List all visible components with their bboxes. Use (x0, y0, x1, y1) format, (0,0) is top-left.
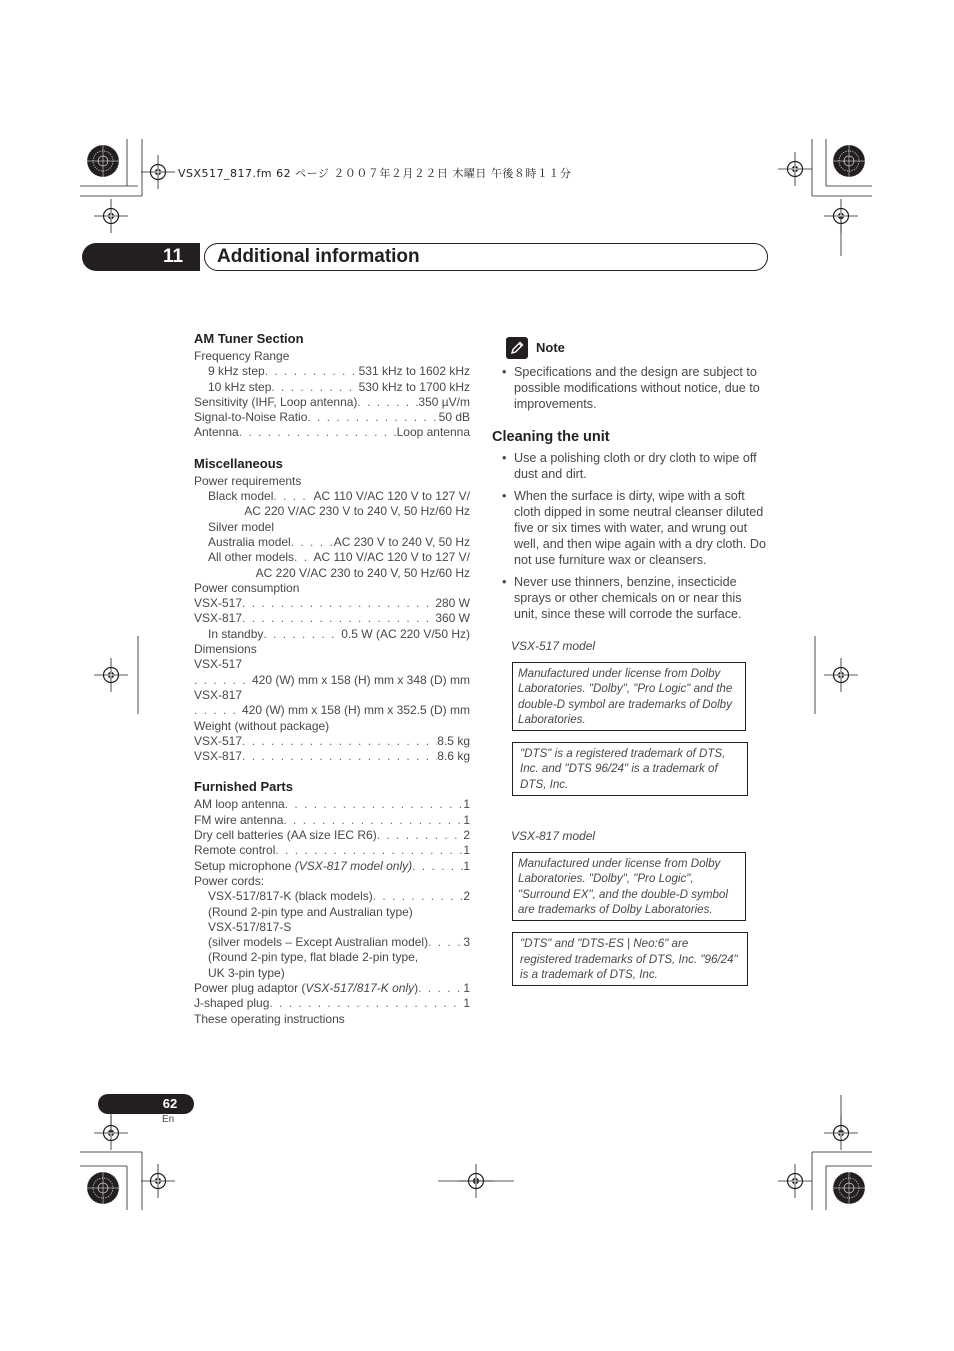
spec-label: Black model (208, 489, 274, 504)
spec-label: Antenna (194, 425, 239, 440)
spec-value: 531 kHz to 1602 kHz (358, 364, 470, 379)
spec-label: Dimensions (194, 642, 257, 657)
part-name: VSX-517/817-S (208, 919, 292, 934)
spec-value: 8.5 kg (437, 733, 470, 748)
cleaning-text: Use a polishing cloth or dry cloth to wipe off dust and dirt. (514, 451, 757, 481)
part-name-text: Setup microphone (194, 858, 295, 873)
spec-row (194, 380, 470, 395)
model-label: VSX-817 model (511, 829, 596, 844)
spec-label: VSX-817 (194, 749, 243, 764)
dts-trademark-box: "DTS" and "DTS-ES | Neo:6" are registered trademarks of DTS, Inc. "96/24" is a trademark of DTS, Inc. (512, 932, 748, 986)
spec-label: VSX-517 (194, 657, 243, 672)
part-model-note: (VSX-817 model only) (294, 858, 413, 873)
spec-row (194, 611, 470, 626)
chapter-number: 11 (162, 246, 184, 267)
part-name: AM loop antenna (194, 797, 285, 812)
spec-label: Silver model (208, 519, 275, 534)
registration-target-icon (141, 155, 175, 189)
spec-label: Signal-to-Noise Ratio (194, 410, 308, 425)
registration-target-icon (94, 199, 128, 233)
spec-row (194, 425, 470, 440)
spec-row (194, 550, 470, 565)
registration-target-icon (94, 658, 128, 692)
spec-row (194, 395, 470, 410)
part-name: These operating instructions (194, 1011, 345, 1026)
registration-target-icon (824, 658, 858, 692)
part-name: Power cords: (194, 873, 265, 888)
spec-row (194, 749, 470, 764)
spec-row (194, 673, 470, 688)
part-name: FM wire antenna (194, 812, 284, 827)
registration-target-icon (778, 152, 812, 186)
starburst-mark-icon (833, 1172, 865, 1204)
spec-label: In standby (208, 626, 264, 641)
spec-value: 530 kHz to 1700 kHz (358, 379, 470, 394)
spec-row (194, 489, 470, 504)
part-name: Remote control (194, 843, 276, 858)
spec-value: 280 W (435, 596, 470, 611)
parts-row (194, 981, 470, 996)
starburst-mark-icon (833, 145, 865, 177)
spec-value: 420 (W) mm x 158 (H) mm x 348 (D) mm (251, 672, 470, 687)
parts-row (194, 828, 470, 843)
spec-label: VSX-817 (194, 611, 243, 626)
model-label: VSX-517 model (511, 639, 596, 653)
cleaning-bullet: • When the surface is dirty, wipe with a soft cloth dipped in some neutral cleanser diluted five or six times with water, and wrung out well, and then wipe again with a dry cloth. Do not use furniture wax or cleansers. (502, 489, 767, 567)
part-note: (Round 2-pin type and Australian type) (208, 904, 413, 919)
part-quantity: 1 (463, 797, 470, 812)
part-name: Dry cell batteries (AA size IEC R6) (194, 828, 377, 843)
starburst-mark-icon (87, 1172, 119, 1204)
parts-row (194, 889, 470, 904)
spec-value: 8.6 kg (437, 749, 470, 764)
spec-value: 0.5 W (AC 220 V/50 Hz) (341, 626, 470, 641)
spec-row (194, 703, 470, 718)
spec-label: Power consumption (194, 580, 300, 595)
am-tuner-heading: AM Tuner Section (194, 331, 304, 346)
starburst-mark-icon (87, 145, 119, 177)
spec-label: VSX-517 (194, 733, 243, 748)
part-quantity: 2 (463, 889, 470, 904)
spec-label: 10 kHz step (208, 379, 272, 394)
spec-label: Frequency Range (194, 349, 290, 363)
specifications-column (194, 330, 470, 1027)
cleaning-text: Never use thinners, benzine, insecticide sprays or other chemicals on or near this unit, since these will corrode the surface. (514, 575, 742, 621)
part-name (194, 859, 412, 874)
registration-target-icon (778, 1164, 812, 1198)
spec-value: 50 dB (438, 410, 470, 425)
spec-label: VSX-517 (194, 596, 243, 611)
furnished-parts-heading: Furnished Parts (194, 779, 293, 795)
part-name: VSX-517/817-K (black models) (208, 889, 373, 904)
chapter-title: Additional information (217, 246, 420, 267)
spec-label: All other models (208, 550, 295, 565)
spec-row (194, 535, 470, 550)
spec-label: Weight (without package) (194, 718, 330, 733)
part-name: J-shaped plug (194, 996, 270, 1011)
part-quantity: 2 (463, 828, 470, 843)
spec-value: 360 W (435, 611, 470, 626)
part-name (194, 981, 418, 996)
note-bullet: • Specifications and the design are subject to possible modifications without notice, due to improvements. (502, 364, 767, 412)
spec-row (194, 364, 470, 379)
parts-row (194, 797, 470, 812)
spec-label: 9 kHz step (208, 364, 265, 379)
print-file-header: VSX517_817.fm 62 ページ ２００７年２月２２日 木曜日 午後８時１１分 (178, 167, 572, 180)
parts-row (194, 859, 470, 874)
spec-label: Australia model (208, 534, 291, 549)
part-quantity: 1 (463, 812, 470, 827)
dolby-trademark-box: Manufactured under license from Dolby Laboratories. "Dolby", "Pro Logic", "Surround EX", and the double-D symbol are trademarks of Dolby Laboratories. (512, 852, 746, 921)
part-name-text: Power plug adaptor ( (194, 980, 306, 995)
parts-row (194, 935, 470, 950)
spec-value: Loop antenna (396, 425, 470, 440)
parts-row (194, 996, 470, 1011)
note-pencil-icon (506, 337, 528, 359)
part-name-text: ) (414, 980, 419, 995)
notes-column (492, 336, 767, 986)
part-quantity: 3 (463, 935, 470, 950)
spec-row (194, 410, 470, 425)
dts-trademark-box: "DTS" is a registered trademark of DTS, Inc. and "DTS 96/24" is a trademark of DTS, Inc. (512, 742, 748, 796)
spec-label: Power requirements (194, 473, 302, 488)
miscellaneous-heading: Miscellaneous (194, 455, 283, 471)
spec-value: 420 (W) mm x 158 (H) mm x 352.5 (D) mm (241, 703, 470, 718)
parts-row (194, 843, 470, 858)
page-number: 62 (162, 1096, 178, 1111)
spec-value: AC 220 V/AC 230 to 240 V, 50 Hz/60 Hz (255, 565, 470, 580)
dolby-trademark-box: Manufactured under license from Dolby Laboratories. "Dolby", "Pro Logic" and the double-D symbol are trademarks of Dolby Laboratories. (512, 662, 746, 731)
cleaning-text: When the surface is dirty, wipe with a soft cloth dipped in some neutral cleanser diluted five or six times with water, and wrung out well, and then wipe again with a dry cloth. Do not use furniture wax or cleansers. (514, 489, 767, 567)
spec-row (194, 734, 470, 749)
part-quantity: 1 (463, 980, 470, 995)
spec-value: AC 230 V to 240 V, 50 Hz (333, 534, 470, 549)
parts-row (194, 813, 470, 828)
part-quantity: 1 (463, 996, 470, 1011)
page-language: En (162, 1114, 175, 1125)
registration-target-icon (141, 1164, 175, 1198)
spec-label: VSX-817 (194, 687, 243, 702)
spec-value: 350 µV/m (418, 394, 470, 409)
spec-row (194, 596, 470, 611)
part-name: (silver models – Except Australian model) (208, 935, 429, 950)
cleaning-heading: Cleaning the unit (492, 429, 610, 445)
part-note: UK 3-pin type) (208, 965, 285, 980)
spec-value: AC 110 V/AC 120 V to 127 V/ (313, 550, 470, 565)
part-quantity: 1 (463, 858, 470, 873)
note-text: Specifications and the design are subject to possible modifications without notice, due to improvements. (514, 365, 760, 411)
spec-row (194, 627, 470, 642)
spec-value: AC 220 V/AC 230 V to 240 V, 50 Hz/60 Hz (244, 504, 470, 519)
part-model-note: VSX-517/817-K only (305, 980, 415, 995)
spec-label: Sensitivity (IHF, Loop antenna) (194, 394, 358, 409)
note-header (506, 336, 767, 360)
cleaning-bullet: • Use a polishing cloth or dry cloth to wipe off dust and dirt. (502, 450, 767, 482)
spec-value: AC 110 V/AC 120 V to 127 V/ (313, 489, 470, 504)
part-quantity: 1 (463, 843, 470, 858)
part-note: (Round 2-pin type, flat blade 2-pin type, (208, 950, 419, 965)
cleaning-bullet: • Never use thinners, benzine, insecticide sprays or other chemicals on or near this unit, since these will corrode the surface. (502, 574, 767, 622)
note-label: Note (536, 340, 565, 355)
